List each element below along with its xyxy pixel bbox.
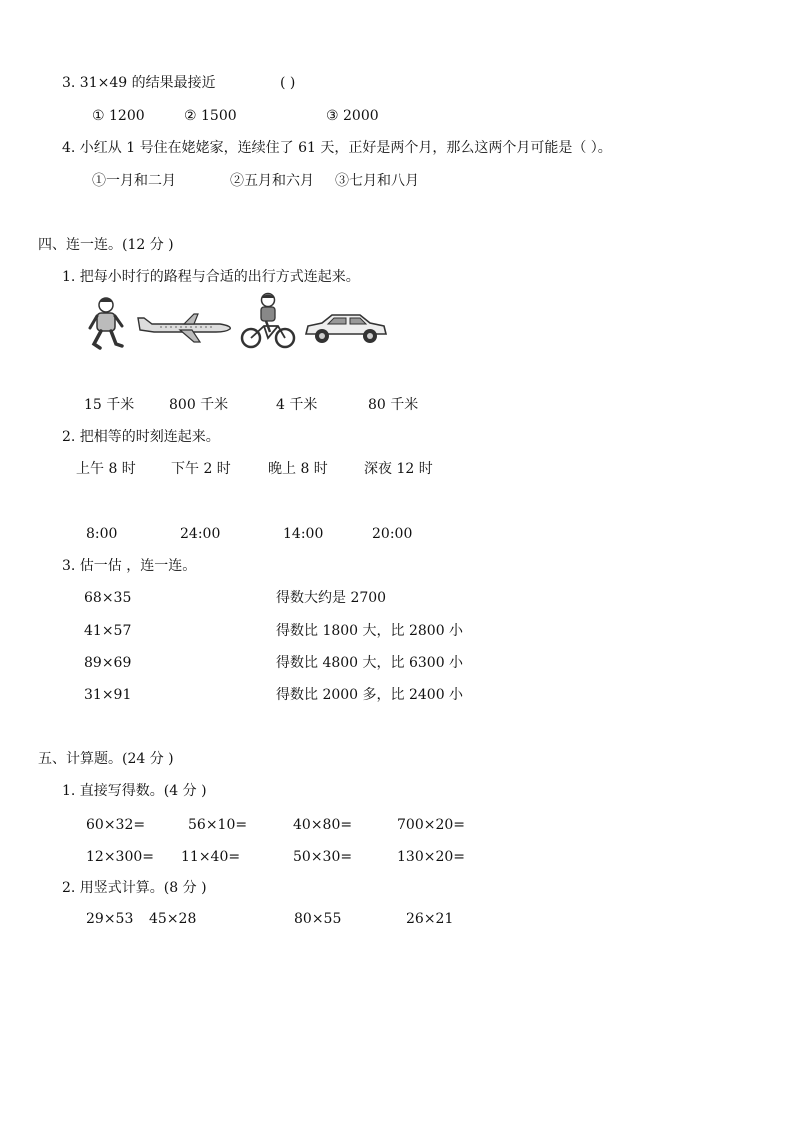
q4-stem: 4. 小红从 1 号住在姥姥家，连续住了 61 天，正好是两个月，那么这两个月可能是（ ）。 [62,140,612,156]
oral-calc-5: 12×300= [86,849,154,865]
time-number-1: 8:00 [86,526,118,542]
oral-calc-7: 50×30= [293,849,353,865]
estimate-expr-4: 31×91 [84,687,132,703]
time-number-4: 20:00 [372,526,413,542]
time-word-4: 深夜 12 时 [364,461,433,477]
q3-option-1: ① 1200 [92,108,145,124]
estimate-expr-3: 89×69 [84,655,132,671]
cyclist-icon [240,292,296,350]
airplane-icon [136,310,234,344]
car-icon [304,310,388,346]
time-word-1: 上午 8 时 [76,461,136,477]
speed-label-3: 4 千米 [276,397,318,413]
walking-person-icon [82,296,130,354]
sec5-q1-stem: 1. 直接写得数。(4 分 ) [62,783,207,799]
time-number-3: 14:00 [283,526,324,542]
oral-calc-8: 130×20= [397,849,465,865]
vertical-calc-4: 26×21 [406,911,454,927]
oral-calc-1: 60×32= [86,817,146,833]
q3-stem: 3. 31×49 的结果最接近 [62,75,216,91]
oral-calc-3: 40×80= [293,817,353,833]
time-number-2: 24:00 [180,526,221,542]
vertical-calc-2: 45×28 [149,911,197,927]
q3-option-3: ③ 2000 [326,108,379,124]
estimate-expr-1: 68×35 [84,590,132,606]
estimate-range-1: 得数大约是 2700 [276,590,387,606]
estimate-range-3: 得数比 4800 大，比 6300 小 [276,655,464,671]
section-5-title: 五、计算题。(24 分 ) [38,751,174,767]
speed-label-4: 80 千米 [368,397,419,413]
sec4-q2-stem: 2. 把相等的时刻连起来。 [62,429,220,445]
estimate-range-2: 得数比 1800 大，比 2800 小 [276,623,464,639]
sec4-q1-stem: 1. 把每小时行的路程与合适的出行方式连起来。 [62,269,360,285]
vertical-calc-3: 80×55 [294,911,342,927]
vertical-calc-1: 29×53 [86,911,134,927]
estimate-expr-2: 41×57 [84,623,132,639]
oral-calc-2: 56×10= [188,817,248,833]
oral-calc-4: 700×20= [397,817,465,833]
section-4-title: 四、连一连。(12 分 ) [38,237,174,253]
sec4-q3-stem: 3. 估一估 ，连一连。 [62,558,197,574]
estimate-range-4: 得数比 2000 多，比 2400 小 [276,687,464,703]
speed-label-2: 800 千米 [169,397,229,413]
oral-calc-6: 11×40= [181,849,241,865]
speed-label-1: 15 千米 [84,397,135,413]
time-word-3: 晚上 8 时 [268,461,328,477]
q3-option-2: ② 1500 [184,108,237,124]
q4-option-2: ②五月和六月 [230,173,314,189]
q4-option-1: ①一月和二月 [92,173,176,189]
q3-answer-paren: ( ) [280,75,296,91]
time-word-2: 下午 2 时 [171,461,231,477]
sec5-q2-stem: 2. 用竖式计算。(8 分 ) [62,880,207,896]
q4-option-3: ③七月和八月 [335,173,419,189]
